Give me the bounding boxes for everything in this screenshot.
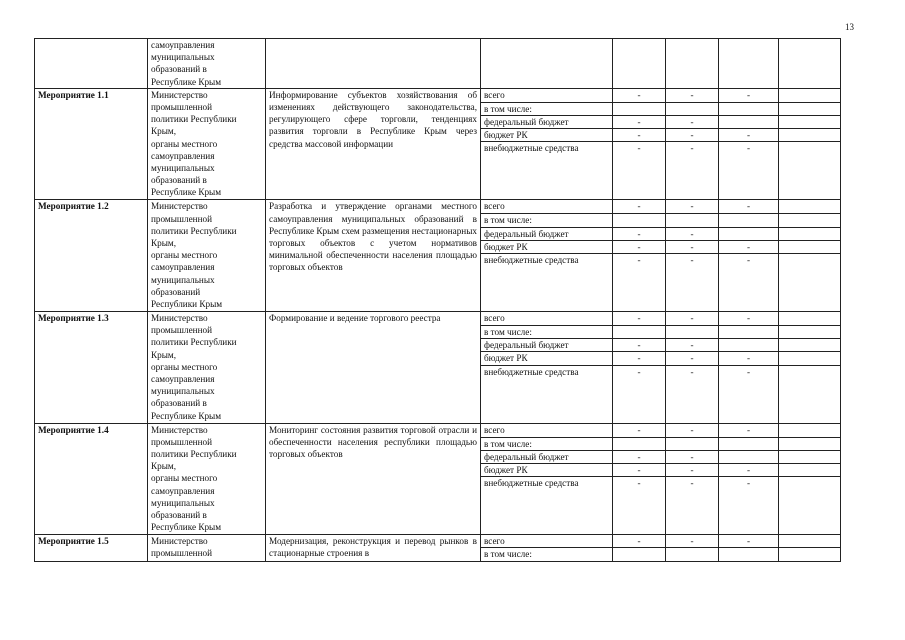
funding-value: - (719, 477, 779, 535)
page-number: 13 (845, 22, 854, 32)
funding-value (719, 339, 779, 352)
funding-value: - (613, 88, 666, 102)
funding-value: - (666, 365, 719, 423)
funding-value: - (613, 477, 666, 535)
event-cell: Мероприятие 1.4 (35, 423, 148, 535)
value-cell (613, 39, 666, 89)
extra-cell (779, 88, 841, 102)
funding-source-label: всего (481, 423, 613, 437)
funding-value (666, 102, 719, 115)
extra-cell (779, 450, 841, 463)
funding-source-label: федеральный бюджет (481, 450, 613, 463)
extra-cell (779, 254, 841, 312)
funding-value: - (719, 535, 779, 548)
funding-value: - (719, 312, 779, 326)
extra-cell (779, 535, 841, 548)
funding-value: - (719, 200, 779, 214)
funding-source-label: федеральный бюджет (481, 116, 613, 129)
funding-value (613, 437, 666, 450)
extra-cell (779, 339, 841, 352)
extra-cell (779, 102, 841, 115)
description-cell: Формирование и ведение торгового реестра (266, 312, 481, 424)
funding-source-label: в том числе: (481, 548, 613, 561)
funding-source-label: всего (481, 88, 613, 102)
funding-value: - (613, 254, 666, 312)
event-cell: Мероприятие 1.5 (35, 535, 148, 561)
funding-source-label: федеральный бюджет (481, 227, 613, 240)
funding-value: - (666, 88, 719, 102)
description-cell: Информирование субъектов хозяйствования об изменениях действующего законодательства, регулирующего сфере торговли, тенденциях развития торговли в Республике Крым через средства массовой информации (266, 88, 481, 200)
funding-value: - (666, 423, 719, 437)
description-cell: Мониторинг состояния развития торговой отрасли и обеспеченности населения республики площадью торговых объектов (266, 423, 481, 535)
source-cell (481, 39, 613, 89)
funding-source-label: федеральный бюджет (481, 339, 613, 352)
funding-value (613, 326, 666, 339)
funding-value: - (613, 365, 666, 423)
funding-source-label: внебюджетные средства (481, 254, 613, 312)
extra-cell (779, 142, 841, 200)
funding-value: - (666, 200, 719, 214)
funding-value (666, 437, 719, 450)
funding-value: - (613, 352, 666, 365)
funding-value (719, 214, 779, 227)
funding-value: - (666, 477, 719, 535)
funding-value (719, 437, 779, 450)
description-cell: Модернизация, реконструкция и перевод рынков в стационарные строения в (266, 535, 481, 561)
funding-value (719, 227, 779, 240)
table-row (35, 88, 841, 102)
funding-value: - (613, 339, 666, 352)
funding-value: - (666, 254, 719, 312)
table-row (35, 200, 841, 214)
funding-source-label: бюджет РК (481, 240, 613, 253)
description-cell: Разработка и утверждение органами местного самоуправления муниципальных образований в Республике Крым схем размещения нестационарных торговых объектов с учетом нормативов минимальной обеспеченности населения площадью торговых объектов (266, 200, 481, 312)
extra-cell (779, 437, 841, 450)
funding-value: - (613, 312, 666, 326)
value-cell (719, 39, 779, 89)
funding-value: - (666, 535, 719, 548)
funding-value (666, 548, 719, 561)
funding-value: - (719, 240, 779, 253)
funding-value: - (719, 88, 779, 102)
measures-table (34, 38, 841, 562)
funding-value: - (719, 423, 779, 437)
funding-source-label: бюджет РК (481, 129, 613, 142)
extra-cell (779, 548, 841, 561)
funding-value: - (719, 365, 779, 423)
funding-value: - (719, 129, 779, 142)
extra-cell (779, 352, 841, 365)
funding-value: - (666, 116, 719, 129)
description-cell (266, 39, 481, 89)
funding-value (719, 102, 779, 115)
funding-source-label: в том числе: (481, 437, 613, 450)
funding-source-label: в том числе: (481, 326, 613, 339)
funding-value: - (613, 200, 666, 214)
funding-value: - (613, 142, 666, 200)
funding-source-label: всего (481, 312, 613, 326)
funding-value: - (666, 240, 719, 253)
funding-source-label: всего (481, 200, 613, 214)
funding-value: - (666, 227, 719, 240)
funding-value: - (613, 129, 666, 142)
funding-value: - (719, 142, 779, 200)
funding-value (719, 450, 779, 463)
executor-cell: Министерство промышленной политики Республики Крым, органы местного самоуправления муниципальных образований в Республике Крым (148, 88, 266, 200)
funding-source-label: бюджет РК (481, 352, 613, 365)
executor-cell: самоуправления муниципальных образований в Республике Крым (148, 39, 266, 89)
funding-source-label: внебюджетные средства (481, 477, 613, 535)
event-cell: Мероприятие 1.1 (35, 88, 148, 200)
funding-value (666, 326, 719, 339)
extra-cell (779, 200, 841, 214)
funding-value: - (666, 129, 719, 142)
extra-cell (779, 365, 841, 423)
funding-value: - (613, 464, 666, 477)
funding-value: - (666, 450, 719, 463)
event-cell: Мероприятие 1.2 (35, 200, 148, 312)
extra-cell (779, 39, 841, 89)
executor-cell: Министерство промышленной (148, 535, 266, 561)
table-row-continuation (35, 39, 841, 89)
funding-source-label: внебюджетные средства (481, 365, 613, 423)
funding-value: - (613, 450, 666, 463)
extra-cell (779, 214, 841, 227)
extra-cell (779, 464, 841, 477)
executor-cell: Министерство промышленной политики Республики Крым, органы местного самоуправления муниципальных образований в Республике Крым (148, 423, 266, 535)
funding-value: - (719, 254, 779, 312)
event-cell: Мероприятие 1.3 (35, 312, 148, 424)
extra-cell (779, 477, 841, 535)
table-row (35, 535, 841, 548)
funding-value: - (613, 535, 666, 548)
funding-value (719, 548, 779, 561)
funding-value: - (613, 240, 666, 253)
extra-cell (779, 326, 841, 339)
executor-cell: Министерство промышленной политики Республики Крым, органы местного самоуправления муниципальных образований в Республике Крым (148, 312, 266, 424)
funding-source-label: в том числе: (481, 214, 613, 227)
funding-value: - (613, 116, 666, 129)
extra-cell (779, 116, 841, 129)
funding-value: - (719, 352, 779, 365)
funding-source-label: внебюджетные средства (481, 142, 613, 200)
funding-value (613, 102, 666, 115)
funding-source-label: всего (481, 535, 613, 548)
extra-cell (779, 423, 841, 437)
funding-value: - (719, 464, 779, 477)
funding-value: - (666, 352, 719, 365)
funding-value (719, 326, 779, 339)
executor-cell: Министерство промышленной политики Республики Крым, органы местного самоуправления муниципальных образований Республики Крым (148, 200, 266, 312)
funding-value (666, 214, 719, 227)
funding-value (613, 548, 666, 561)
funding-value: - (613, 227, 666, 240)
extra-cell (779, 227, 841, 240)
value-cell (666, 39, 719, 89)
funding-source-label: бюджет РК (481, 464, 613, 477)
funding-value: - (666, 312, 719, 326)
event-cell (35, 39, 148, 89)
extra-cell (779, 312, 841, 326)
funding-value (719, 116, 779, 129)
funding-value: - (666, 339, 719, 352)
funding-value: - (613, 423, 666, 437)
funding-value: - (666, 464, 719, 477)
funding-value: - (666, 142, 719, 200)
extra-cell (779, 129, 841, 142)
extra-cell (779, 240, 841, 253)
funding-source-label: в том числе: (481, 102, 613, 115)
table-row (35, 423, 841, 437)
table-row (35, 312, 841, 326)
funding-value (613, 214, 666, 227)
